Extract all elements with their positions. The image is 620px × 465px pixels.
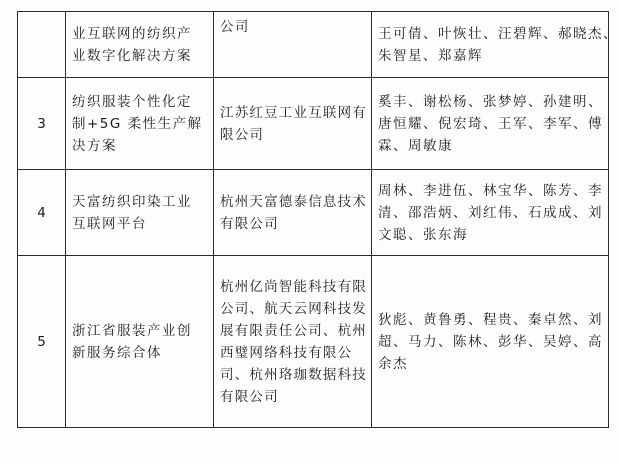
row-number: 5 xyxy=(18,256,66,428)
applicant-unit: 杭州天富德泰信息技术 有限公司 xyxy=(214,170,372,256)
applicant-unit: 公司 xyxy=(214,12,372,78)
project-name: 纺织服装个性化定 制+5G 柔性生产解 决方案 xyxy=(66,78,214,170)
table-row xyxy=(18,78,609,170)
row-number: 4 xyxy=(18,170,66,256)
row-number xyxy=(18,12,66,78)
row-number: 3 xyxy=(18,78,66,170)
project-name: 浙江省服装产业创 新服务综合体 xyxy=(66,256,214,428)
team-members: 狄彪、黄鲁勇、程贵、秦卓然、刘 超、马力、陈林、彭华、吴婷、高 余杰 xyxy=(372,256,609,428)
applicant-unit: 杭州亿尚智能科技有限 公司、航天云网科技发 展有限责任公司、杭州 西璧网络科技有限公 司、杭州珞珈数据科技 有限公司 xyxy=(214,256,372,428)
award-table xyxy=(17,11,618,428)
table-row xyxy=(18,12,609,78)
project-name: 业互联网的纺织产 业数字化解决方案 xyxy=(66,12,214,78)
table-row xyxy=(18,170,609,256)
team-members: 周林、李进伍、林宝华、陈芳、李 清、邵浩炳、刘红伟、石成成、刘 文聪、张东海 xyxy=(372,170,609,256)
project-name: 天富纺织印染工业 互联网平台 xyxy=(66,170,214,256)
team-members: 王可倩、叶恢壮、汪碧辉、郝晓杰、 朱智星、郑嘉辉 xyxy=(372,12,609,78)
table-row xyxy=(18,256,609,428)
team-members: 奚丰、谢松杨、张梦婷、孙建明、 唐恒耀、倪宏琦、王军、李军、傅 霖、周敏康 xyxy=(372,78,609,170)
applicant-unit: 江苏红豆工业互联网有 限公司 xyxy=(214,78,372,170)
